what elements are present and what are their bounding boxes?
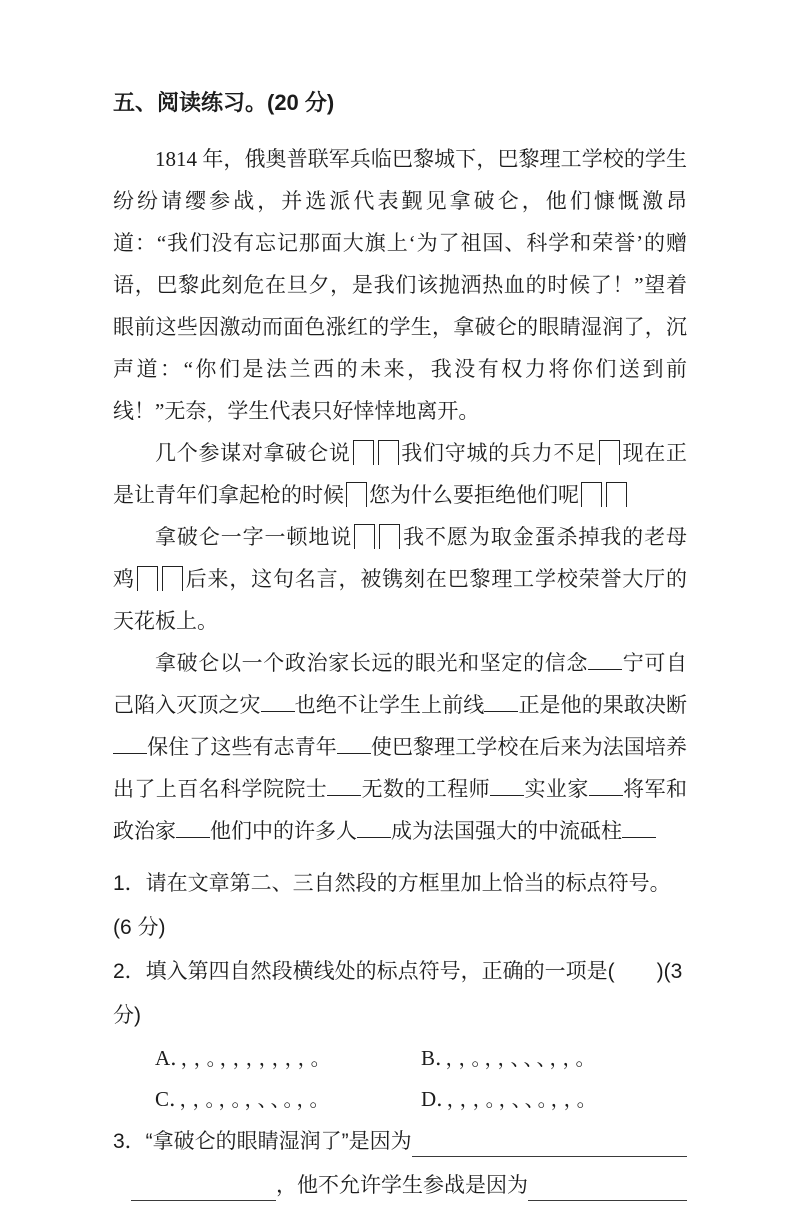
passage-text: ，他不允许学生参战是因为	[276, 1174, 528, 1197]
punctuation-box	[162, 566, 183, 591]
question-3-line-2	[113, 1164, 687, 1208]
passage-text: 几个参谋对拿破仑说	[155, 441, 351, 465]
option-b	[421, 1038, 687, 1079]
answer-blank	[176, 817, 210, 838]
passage-text: 他们中的许多人	[210, 819, 357, 843]
option-c-letter: C．	[155, 1087, 180, 1111]
passage-paragraph-1: 1814 年，俄奥普联军兵临巴黎城下，巴黎理工学校的学生纷纷请缨参战，并选派代表觐见拿破仑，他们慷慨激昂道：“我们没有忘记那面大旗上‘为了祖国、科学和荣誉’的赠语，巴黎此刻危在旦夕，是我们该抛洒热血的时候了！”望着眼前这些因激动而面色涨红的学生，拿破仑的眼睛湿润了，沉声道：“你们是法兰西的未来，我没有权力将你们送到前线！”无奈，学生代表只好悻悻地离开。	[113, 147, 687, 423]
passage-text: 您为什么要拒绝他们呢	[369, 483, 579, 507]
question-2-options	[113, 1038, 687, 1120]
option-b-marks: ，，。，，、、、，，。	[445, 1048, 599, 1070]
passage-text: 也绝不让学生上前线	[294, 693, 485, 717]
question-1: 1．请在文章第二、三自然段的方框里加上恰当的标点符号。(6 分)	[113, 872, 671, 939]
answer-blank	[337, 733, 371, 754]
passage-text: 我不愿为取金蛋杀掉我的老母鸡	[113, 525, 688, 591]
option-d-letter: D．	[421, 1087, 447, 1111]
options-row-cd	[155, 1079, 687, 1120]
answer-blank	[357, 817, 391, 838]
answer-blank	[484, 691, 518, 712]
option-a-marks: ，，。，，，，，，，。	[180, 1048, 334, 1070]
answer-blank	[261, 691, 295, 712]
passage-text: 后来，这句名言，被镌刻在巴黎理工学校荣誉大厅的天花板上。	[113, 567, 688, 633]
answer-blank	[113, 733, 147, 754]
passage-text: 实业家	[524, 777, 589, 801]
punctuation-box	[581, 482, 602, 507]
answer-blank	[622, 817, 656, 838]
punctuation-box	[346, 482, 367, 507]
option-a-letter: A．	[155, 1046, 181, 1070]
passage-text: 将军和政治家	[113, 777, 688, 843]
passage-paragraph-4	[113, 642, 687, 852]
passage-text: 无数的工程师	[361, 777, 491, 801]
option-d	[421, 1079, 687, 1120]
question-section	[113, 862, 687, 1208]
punctuation-box	[379, 524, 400, 549]
punctuation-box	[353, 440, 374, 465]
passage-text: 我们守城的兵力不足	[400, 441, 597, 465]
answer-blank	[490, 775, 524, 796]
answer-blank	[131, 1200, 276, 1201]
option-c	[155, 1079, 421, 1120]
answer-blank	[412, 1156, 687, 1157]
option-d-marks: ，，，。，、、。，，。	[446, 1089, 600, 1111]
punctuation-box	[137, 566, 158, 591]
punctuation-box	[599, 440, 620, 465]
section-title: 五、阅读练习。(20 分)	[113, 90, 335, 115]
option-a	[155, 1038, 421, 1079]
passage-text: 现在正是让青年们拿起枪的时候	[113, 441, 688, 507]
passage-text: 拿破仑一字一顿地说	[155, 525, 353, 549]
punctuation-box	[378, 440, 399, 465]
reading-passage	[113, 138, 687, 852]
passage-text: 3．“拿破仑的眼睛湿润了”是因为	[113, 1130, 412, 1153]
passage-paragraph-2	[113, 432, 687, 516]
answer-blank	[589, 775, 623, 796]
passage-text: 使巴黎理工学校在后来为法国培养出了上百名科学院院士	[113, 735, 688, 801]
passage-text: 拿破仑以一个政治家长远的眼光和坚定的信念	[155, 651, 589, 675]
question-2: 2．填入第四自然段横线处的标点符号，正确的一项是( )(3 分)	[113, 960, 683, 1027]
answer-blank	[528, 1200, 687, 1201]
option-c-marks: ，，。，。，、、。，。	[179, 1089, 333, 1111]
passage-text: 正是他的果敢决断	[518, 693, 688, 717]
options-row-ab	[155, 1038, 687, 1079]
punctuation-box	[606, 482, 627, 507]
answer-blank	[588, 649, 622, 670]
option-b-letter: B．	[421, 1046, 446, 1070]
question-3-line-1	[113, 1120, 687, 1164]
passage-text: 成为法国强大的中流砥柱	[391, 819, 622, 843]
passage-text: 宁可自己陷入灭顶之灾	[113, 651, 688, 717]
answer-blank	[327, 775, 361, 796]
passage-text: 保住了这些有志青年	[147, 735, 337, 759]
passage-paragraph-3	[113, 516, 687, 642]
punctuation-box	[354, 524, 375, 549]
